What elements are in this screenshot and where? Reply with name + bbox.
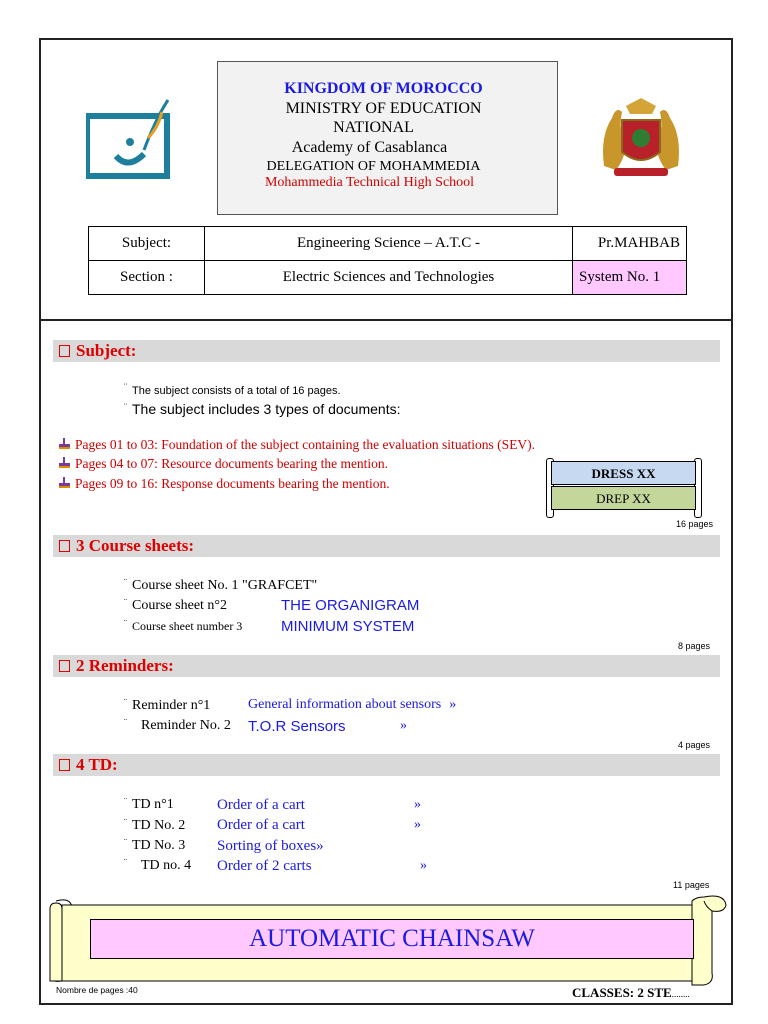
subject-page-count: 16 pages bbox=[676, 519, 714, 529]
pointing-hand-icon bbox=[57, 457, 71, 469]
banner-title: AUTOMATIC CHAINSAW bbox=[90, 919, 694, 959]
reminders-page-count: 4 pages bbox=[678, 740, 711, 750]
reminders-heading: 2 Reminders: bbox=[53, 655, 720, 677]
td-1-mark: » bbox=[414, 797, 421, 812]
td-2-title: Order of a cart bbox=[217, 817, 305, 833]
national-title: NATIONAL bbox=[333, 119, 414, 136]
course-sheets-page-count: 8 pages bbox=[678, 641, 711, 651]
section-label: Section : bbox=[89, 261, 205, 295]
academy-title: Academy of Casablanca bbox=[291, 139, 448, 156]
ministry-logo bbox=[86, 98, 172, 180]
reminder-2: ¨ Reminder No. 2 bbox=[124, 717, 231, 733]
course-sheet-2-title: THE ORGANIGRAM bbox=[281, 597, 420, 614]
td-4-title: Order of 2 carts bbox=[217, 858, 312, 874]
ministry-title: MINISTRY OF EDUCATION bbox=[285, 100, 482, 117]
subject-line-1: ¨ The subject consists of a total of 16 pages. bbox=[124, 382, 341, 397]
td-4: ¨ TD no. 4 bbox=[124, 857, 192, 873]
document-types-scroll bbox=[546, 458, 700, 518]
classes-footer: CLASSES: 2 STE........ bbox=[572, 985, 690, 1000]
pointing-hand-icon bbox=[57, 477, 71, 489]
reminder-2-mark: » bbox=[400, 718, 407, 733]
course-sheets-heading: 3 Course sheets: bbox=[53, 535, 720, 557]
reminder-1: ¨ Reminder n°1 bbox=[124, 697, 211, 713]
delegation-title: DELEGATION OF MOHAMMEDIA bbox=[266, 159, 481, 174]
course-sheet-3-title: MINIMUM SYSTEM bbox=[281, 618, 415, 635]
td-1-title: Order of a cart bbox=[217, 797, 305, 813]
square-bullet-icon bbox=[59, 660, 70, 672]
td-1: ¨ TD n°1 bbox=[124, 796, 174, 812]
page-count-footer: Nombre de pages :40 bbox=[56, 985, 138, 995]
subject-item-2: Pages 04 to 07: Resource documents bearing the mention. bbox=[57, 456, 388, 472]
subject-item-1: Pages 01 to 03: Foundation of the subject containing the evaluation situations (SEV). bbox=[57, 437, 535, 453]
reminder-2-title: T.O.R Sensors bbox=[248, 718, 346, 735]
school-name: Mohammedia Technical High School bbox=[264, 175, 475, 190]
td-heading: 4 TD: bbox=[53, 754, 720, 776]
square-bullet-icon bbox=[59, 345, 70, 357]
teacher-name: Pr.MAHBAB bbox=[573, 227, 687, 261]
system-number: System No. 1 bbox=[573, 261, 687, 295]
td-2: ¨ TD No. 2 bbox=[124, 817, 186, 833]
td-3: ¨ TD No. 3 bbox=[124, 837, 186, 853]
subject-label: Subject: bbox=[89, 227, 205, 261]
pointing-hand-icon bbox=[57, 438, 71, 450]
course-sheet-3: ¨ Course sheet number 3 bbox=[124, 618, 243, 633]
td-page-count: 11 pages bbox=[673, 880, 710, 890]
square-bullet-icon bbox=[59, 540, 70, 552]
institution-header bbox=[217, 61, 558, 215]
reminder-1-title: General information about sensors » bbox=[248, 697, 457, 712]
coat-of-arms-emblem bbox=[596, 96, 686, 180]
subject-heading: Subject: bbox=[53, 340, 720, 362]
kingdom-title: KINGDOM OF MOROCCO bbox=[284, 80, 483, 97]
info-table bbox=[88, 226, 687, 295]
td-2-mark: » bbox=[414, 817, 421, 832]
subject-value: Engineering Science – A.T.C - bbox=[205, 227, 573, 261]
td-3-title: Sorting of boxes» bbox=[217, 838, 324, 854]
dress-label: DRESS XX bbox=[551, 461, 696, 485]
course-sheet-1: ¨ Course sheet No. 1 "GRAFCET" bbox=[124, 577, 318, 593]
subject-item-3: Pages 09 to 16: Response documents bearing the mention. bbox=[57, 476, 390, 492]
square-bullet-icon bbox=[59, 759, 70, 771]
section-value: Electric Sciences and Technologies bbox=[205, 261, 573, 295]
subject-line-2: ¨ The subject includes 3 types of documents: bbox=[124, 401, 401, 417]
td-4-mark: » bbox=[420, 858, 427, 873]
drep-label: DREP XX bbox=[551, 486, 696, 510]
course-sheet-2: ¨ Course sheet n°2 bbox=[124, 597, 228, 613]
